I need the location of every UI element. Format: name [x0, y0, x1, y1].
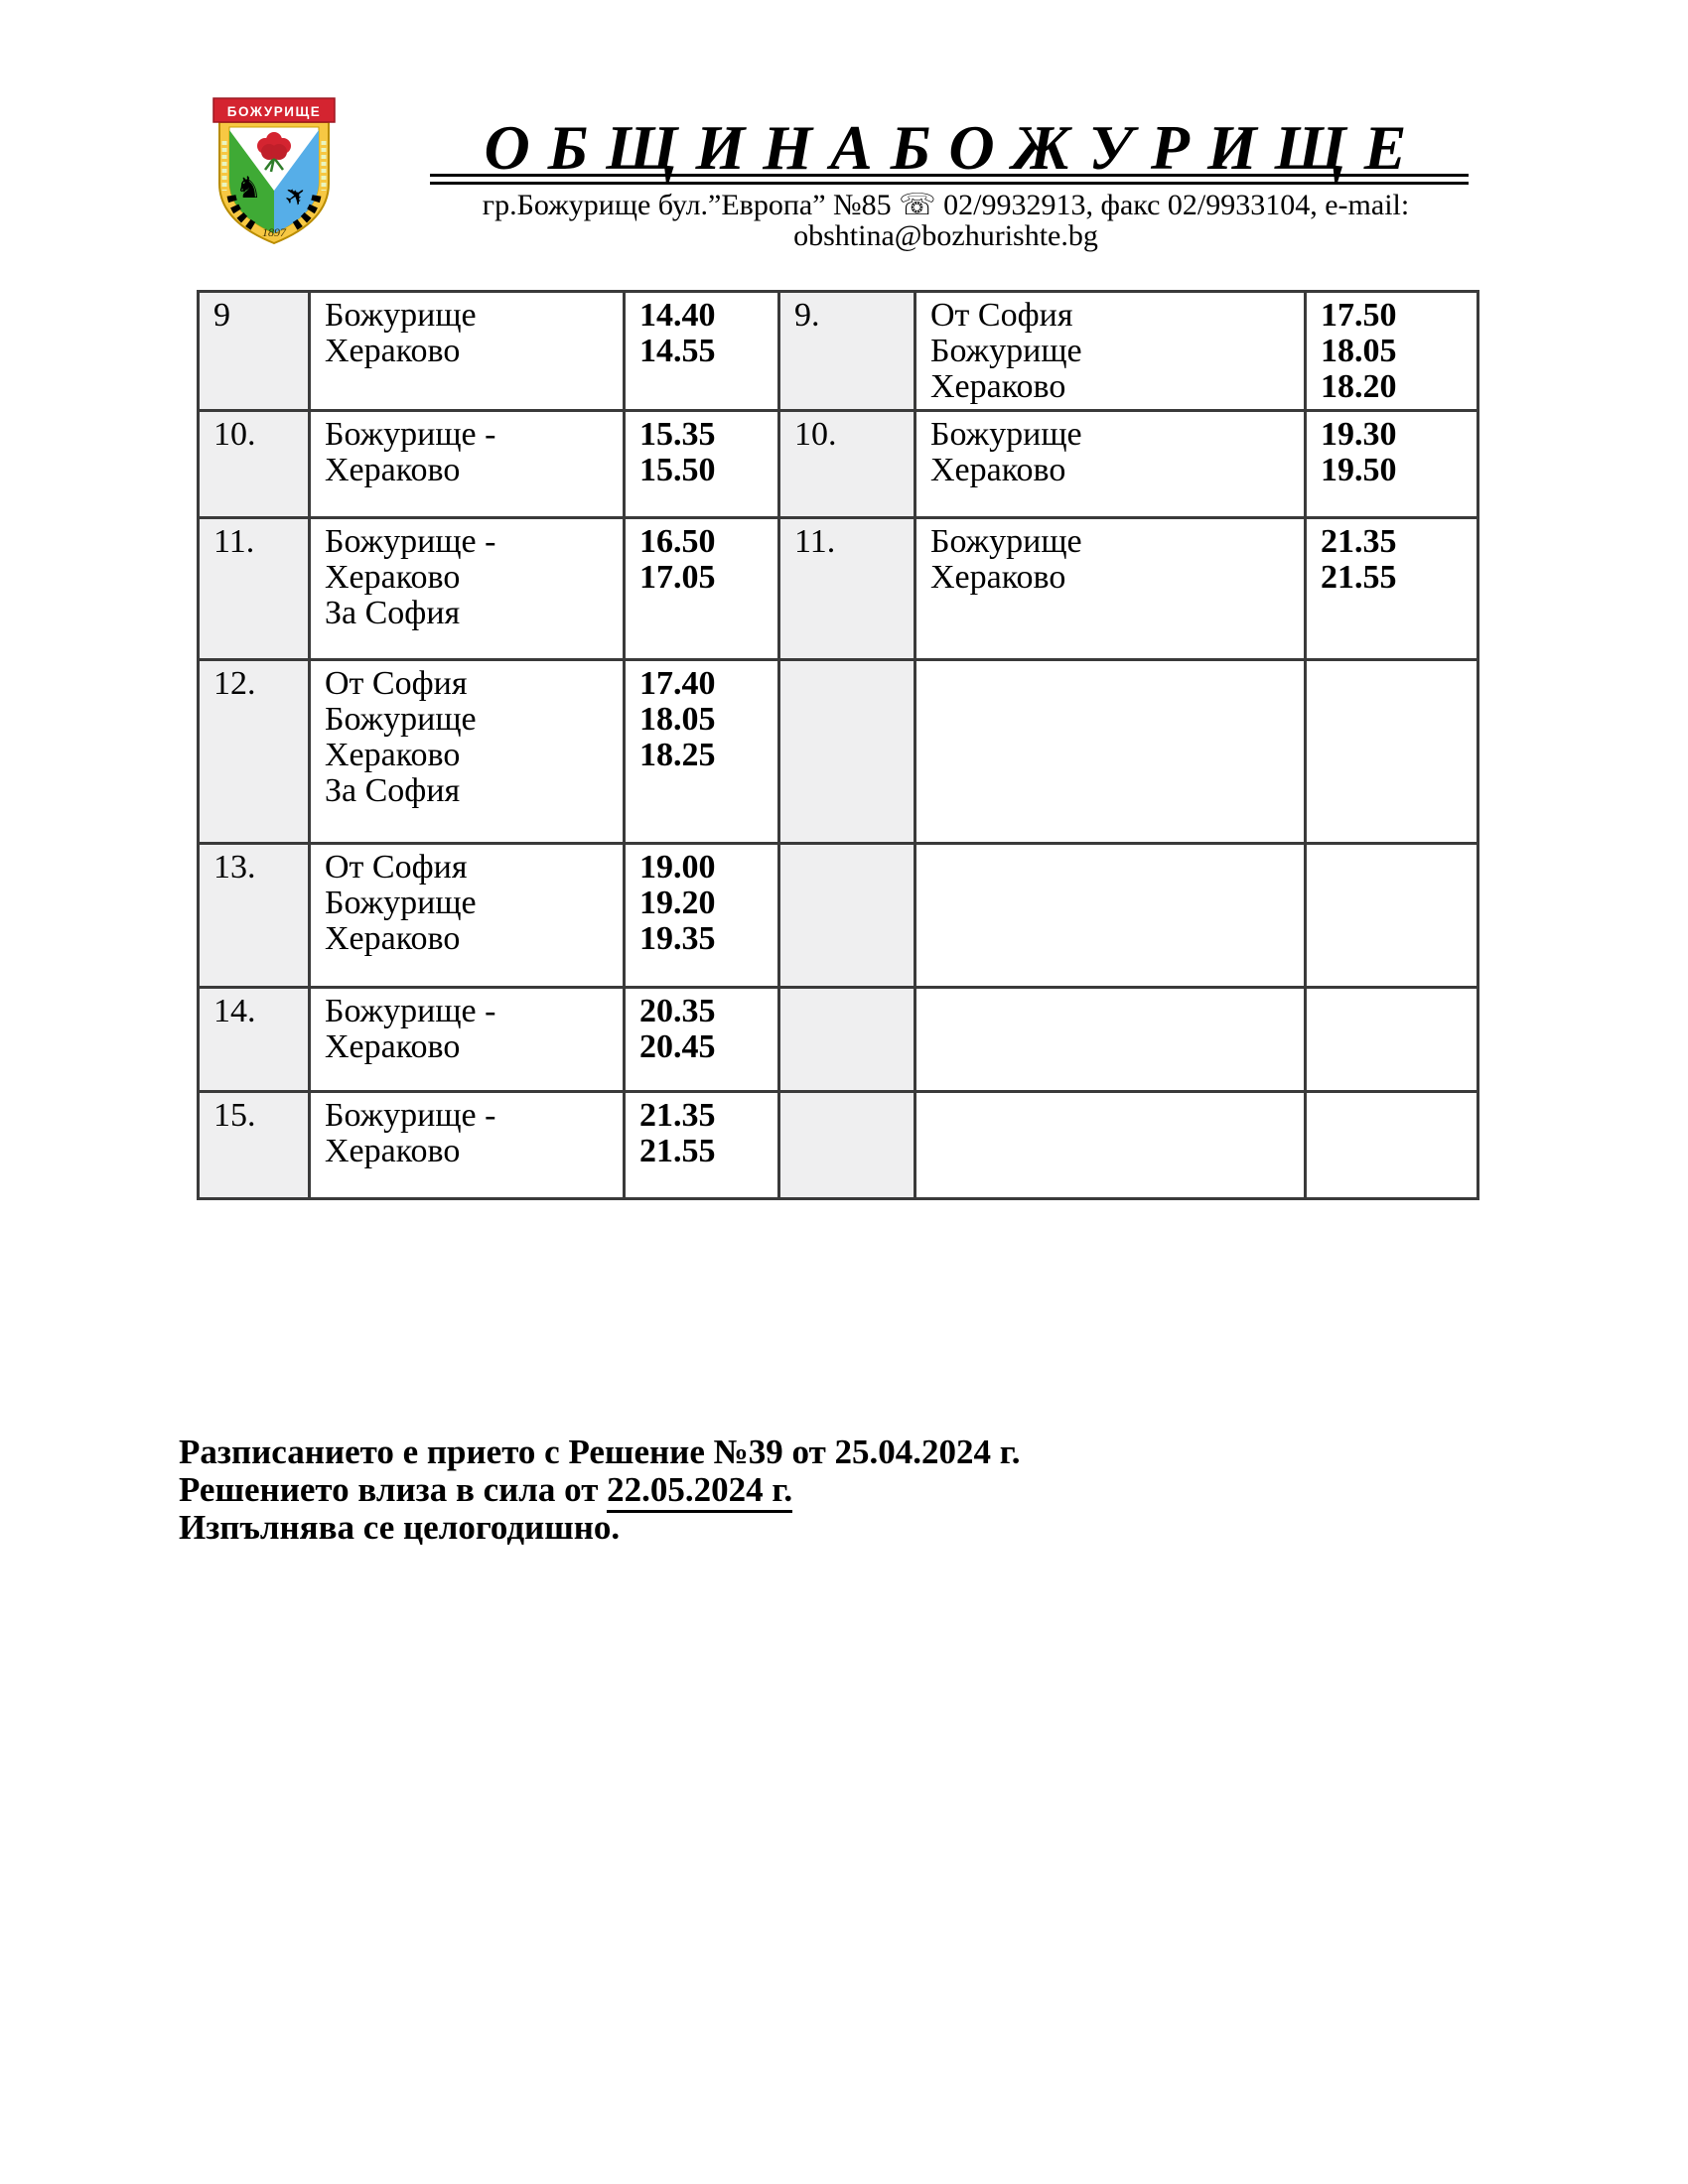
- route-cell: [310, 518, 625, 660]
- route-cell-line: Божурище -: [325, 416, 496, 453]
- trip-number-cell-line: 14.: [213, 993, 256, 1029]
- table-row: [199, 1092, 1478, 1199]
- route-cell: [310, 844, 625, 988]
- trip-number-cell: [779, 988, 915, 1092]
- route-cell: [310, 411, 625, 518]
- route-cell-line: Хераково: [325, 920, 461, 957]
- time-cell: [625, 988, 779, 1092]
- time-cell-line: 21.35: [639, 1097, 716, 1134]
- time-cell-line: 14.40: [639, 297, 716, 334]
- route-cell-line: Хераково: [930, 559, 1066, 596]
- time-cell: [625, 292, 779, 411]
- time-cell-line: 18.25: [639, 737, 716, 773]
- table-row: [199, 660, 1478, 844]
- table-row: [199, 844, 1478, 988]
- route-cell: [915, 1092, 1306, 1199]
- trip-number-cell-line: 11.: [794, 523, 836, 560]
- logo-year: 1897: [262, 225, 286, 239]
- trip-number-cell-line: 13.: [213, 849, 256, 886]
- time-cell: [1306, 1092, 1478, 1199]
- route-cell: [915, 518, 1306, 660]
- trip-number-cell: [199, 988, 310, 1092]
- route-cell-line: Божурище: [325, 701, 477, 738]
- route-cell-line: Хераково: [930, 452, 1066, 488]
- route-cell-line: Хераково: [325, 737, 461, 773]
- time-cell: [625, 518, 779, 660]
- time-cell-line: 19.35: [639, 920, 716, 957]
- time-cell-line: 18.20: [1321, 368, 1397, 405]
- time-cell-line: 17.50: [1321, 297, 1397, 334]
- route-cell: [310, 1092, 625, 1199]
- trip-number-cell-line: 9.: [794, 297, 820, 334]
- route-cell-line: За София: [325, 772, 461, 809]
- table-row: [199, 411, 1478, 518]
- trip-number-cell: [779, 1092, 915, 1199]
- route-cell-line: Божурище: [930, 523, 1082, 560]
- route-cell-line: Божурище -: [325, 993, 496, 1029]
- trip-number-cell: [779, 411, 915, 518]
- decision-note-line2: [179, 1471, 1020, 1509]
- municipality-coat-of-arms: [206, 95, 343, 246]
- route-cell-line: От София: [930, 297, 1073, 334]
- route-cell: [310, 988, 625, 1092]
- trip-number-cell: [199, 844, 310, 988]
- route-cell-line: Хераково: [325, 452, 461, 488]
- route-cell: [310, 660, 625, 844]
- trip-number-cell-line: 11.: [213, 523, 255, 560]
- route-cell-line: От София: [325, 849, 468, 886]
- trip-number-cell: [199, 411, 310, 518]
- route-cell-line: Божурище -: [325, 1097, 496, 1134]
- route-cell-line: Божурище: [930, 416, 1082, 453]
- time-cell-line: 17.05: [639, 559, 716, 596]
- route-cell-line: Божурище: [930, 333, 1082, 369]
- trip-number-cell: [199, 660, 310, 844]
- time-cell-line: 21.55: [1321, 559, 1397, 596]
- time-cell-line: 15.35: [639, 416, 716, 453]
- trip-number-cell: [199, 292, 310, 411]
- decision-note-line1: Разписанието е прието с Решение №39 от 25.04.2024 г.: [179, 1433, 1021, 1471]
- route-cell-line: Божурище: [325, 297, 477, 334]
- time-cell-line: 19.30: [1321, 416, 1397, 453]
- time-cell: [1306, 411, 1478, 518]
- horse-icon: ♞: [235, 171, 262, 205]
- route-cell: [915, 292, 1306, 411]
- time-cell: [625, 411, 779, 518]
- decision-notes: [179, 1433, 1020, 1547]
- route-cell: [915, 660, 1306, 844]
- municipality-email: obshtina@bozhurishte.bg: [793, 219, 1098, 252]
- route-cell-line: Хераково: [325, 1133, 461, 1169]
- time-cell: [1306, 660, 1478, 844]
- time-cell-line: 17.40: [639, 665, 716, 702]
- route-cell-line: От София: [325, 665, 468, 702]
- route-cell-line: Божурище: [325, 885, 477, 921]
- time-cell-line: 21.35: [1321, 523, 1397, 560]
- time-cell-line: 20.45: [639, 1028, 716, 1065]
- time-cell-line: 19.20: [639, 885, 716, 921]
- route-cell-line: Хераково: [325, 1028, 461, 1065]
- trip-number-cell: [779, 518, 915, 660]
- schedule-table-body: [199, 292, 1478, 1199]
- table-row: [199, 518, 1478, 660]
- route-cell-line: Хераково: [325, 333, 461, 369]
- municipality-address: гр.Божурище бул.”Европа” №85 ☏ 02/9932913, факс 02/9933104, e-mail:: [482, 189, 1410, 221]
- route-cell-line: Хераково: [325, 559, 461, 596]
- time-cell-line: 16.50: [639, 523, 716, 560]
- trip-number-cell: [779, 844, 915, 988]
- time-cell-line: 21.55: [639, 1133, 716, 1169]
- time-cell: [1306, 844, 1478, 988]
- trip-number-cell-line: 15.: [213, 1097, 256, 1134]
- time-cell-line: 18.05: [639, 701, 716, 738]
- title-double-rule: [430, 174, 1469, 185]
- route-cell: [915, 844, 1306, 988]
- decision-note-line3: Изпълнява се целогодишно.: [179, 1508, 621, 1547]
- table-row: [199, 988, 1478, 1092]
- trip-number-cell: [199, 518, 310, 660]
- trip-number-cell-line: 10.: [213, 416, 256, 453]
- time-cell-line: 19.00: [639, 849, 716, 886]
- time-cell-line: 14.55: [639, 333, 716, 369]
- bus-schedule-table: [197, 290, 1479, 1200]
- trip-number-cell: [199, 1092, 310, 1199]
- logo-banner-text: БОЖУРИЩЕ: [226, 104, 322, 119]
- trip-number-cell: [779, 660, 915, 844]
- time-cell: [625, 1092, 779, 1199]
- time-cell: [625, 660, 779, 844]
- decision-note-line2-prefix: Решението влиза в сила от: [179, 1470, 608, 1509]
- route-cell-line: За София: [325, 595, 461, 631]
- time-cell: [1306, 518, 1478, 660]
- airplane-icon: ✈: [278, 178, 314, 215]
- route-cell: [310, 292, 625, 411]
- trip-number-cell-line: 12.: [213, 665, 256, 702]
- trip-number-cell: [779, 292, 915, 411]
- trip-number-cell-line: 9: [213, 297, 230, 334]
- route-cell: [915, 411, 1306, 518]
- time-cell-line: 20.35: [639, 993, 716, 1029]
- time-cell: [1306, 988, 1478, 1092]
- effective-date: 22.05.2024 г.: [607, 1470, 792, 1513]
- time-cell-line: 15.50: [639, 452, 716, 488]
- time-cell: [1306, 292, 1478, 411]
- time-cell-line: 18.05: [1321, 333, 1397, 369]
- route-cell: [915, 988, 1306, 1092]
- time-cell-line: 19.50: [1321, 452, 1397, 488]
- time-cell: [625, 844, 779, 988]
- trip-number-cell-line: 10.: [794, 416, 837, 453]
- route-cell-line: Хераково: [930, 368, 1066, 405]
- table-row: [199, 292, 1478, 411]
- route-cell-line: Божурище -: [325, 523, 496, 560]
- page-title: О Б Щ И Н А Б О Ж У Р И Щ Е: [484, 112, 1408, 183]
